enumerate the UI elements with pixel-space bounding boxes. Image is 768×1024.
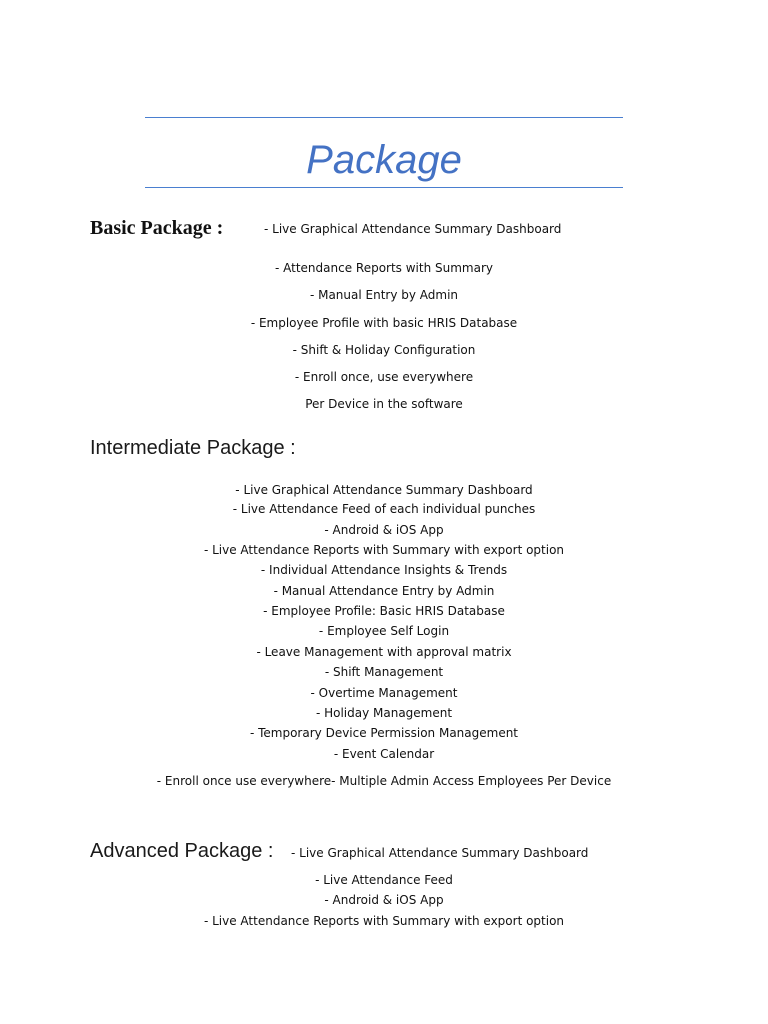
list-item: - Employee Profile with basic HRIS Database bbox=[250, 316, 518, 330]
list-item: - Enroll once, use everywhere bbox=[294, 370, 474, 384]
list-item: - Android & iOS App bbox=[324, 523, 444, 537]
list-item: - Leave Management with approval matrix bbox=[256, 645, 512, 659]
list-item: - Live Attendance Reports with Summary with export option bbox=[203, 914, 565, 928]
list-item: - Android & iOS App bbox=[324, 893, 444, 907]
page-title: Package bbox=[306, 138, 462, 182]
list-item: - Manual Attendance Entry by Admin bbox=[273, 584, 495, 598]
basic-first-item: - Live Graphical Attendance Summary Dashboard bbox=[264, 222, 562, 236]
list-item: - Enroll once use everywhere- Multiple Admin Access Employees Per Device bbox=[156, 774, 612, 788]
advanced-package-heading: Advanced Package : bbox=[90, 840, 274, 862]
basic-package-heading: Basic Package : bbox=[90, 217, 224, 239]
list-item: - Manual Entry by Admin bbox=[309, 288, 459, 302]
title-rule-bottom bbox=[145, 187, 623, 188]
intermediate-package-heading: Intermediate Package : bbox=[90, 437, 296, 459]
list-item: - Event Calendar bbox=[333, 747, 435, 761]
list-item: - Live Attendance Reports with Summary with export option bbox=[203, 543, 565, 557]
list-item: - Shift Management bbox=[324, 665, 444, 679]
list-item: - Overtime Management bbox=[310, 686, 458, 700]
list-item: - Individual Attendance Insights & Trends bbox=[260, 563, 508, 577]
list-item: - Shift & Holiday Configuration bbox=[292, 343, 476, 357]
title-rule-top bbox=[145, 117, 623, 118]
list-item: - Employee Self Login bbox=[318, 624, 450, 638]
list-item: - Live Attendance Feed of each individual punches bbox=[232, 502, 536, 516]
list-item: - Live Attendance Feed bbox=[315, 873, 453, 887]
list-item: - Temporary Device Permission Management bbox=[249, 726, 519, 740]
advanced-first-item: - Live Graphical Attendance Summary Dashboard bbox=[291, 846, 589, 860]
list-item: - Holiday Management bbox=[315, 706, 453, 720]
list-item: - Live Graphical Attendance Summary Dashboard bbox=[235, 483, 533, 497]
list-item: - Attendance Reports with Summary bbox=[274, 261, 494, 275]
list-item: Per Device in the software bbox=[305, 397, 463, 411]
list-item: - Employee Profile: Basic HRIS Database bbox=[263, 604, 505, 618]
